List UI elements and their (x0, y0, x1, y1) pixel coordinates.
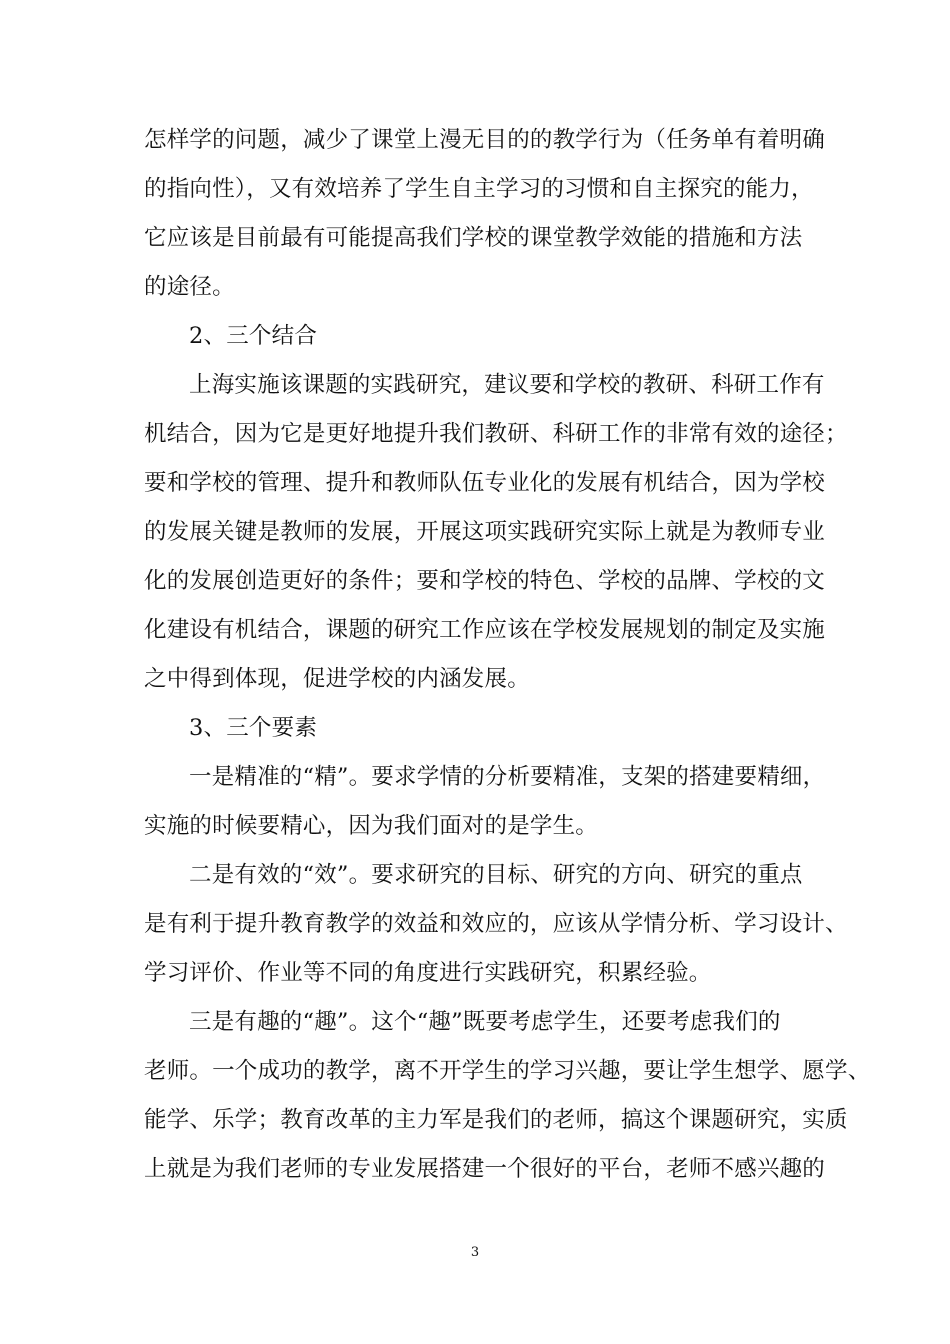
document-body (144, 116, 871, 1194)
text-line: 二是有效的“效”。要求研究的目标、研究的方向、研究的重点 (189, 862, 803, 888)
text-line: 化的发展创造更好的条件；要和学校的特色、学校的品牌、学校的文 (144, 568, 826, 594)
text-line: 上就是为我们老师的专业发展搭建一个很好的平台，老师不感兴趣的 (144, 1156, 826, 1182)
section-heading-three-combinations: 2、三个结合 (189, 323, 318, 349)
text-line: 三是有趣的“趣”。这个“趣”既要考虑学生，还要考虑我们的 (189, 1009, 781, 1035)
text-line: 化建设有机结合，课题的研究工作应该在学校发展规划的制定及实施 (144, 617, 826, 643)
text-line: 怎样学的问题，减少了课堂上漫无目的的教学行为（任务单有着明确 (144, 127, 826, 153)
text-line: 是有利于提升教育教学的效益和效应的，应该从学情分析、学习设计、 (144, 911, 848, 937)
text-line: 它应该是目前最有可能提高我们学校的课堂教学效能的措施和方法 (144, 225, 803, 251)
text-line: 一是精准的“精”。要求学情的分析要精准，支架的搭建要精细， (189, 764, 826, 790)
text-line: 要和学校的管理、提升和教师队伍专业化的发展有机结合，因为学校 (144, 470, 826, 496)
text-line: 学习评价、作业等不同的角度进行实践研究，积累经验。 (144, 960, 712, 986)
text-line: 的发展关键是教师的发展，开展这项实践研究实际上就是为教师专业 (144, 519, 826, 545)
text-line: 老师。一个成功的教学，离不开学生的学习兴趣，要让学生想学、愿学、 (144, 1058, 871, 1084)
text-line: 的途径。 (144, 274, 235, 300)
text-line: 机结合，因为它是更好地提升我们教研、科研工作的非常有效的途径； (144, 421, 848, 447)
section-heading-three-elements: 3、三个要素 (189, 715, 318, 741)
page-number: 3 (470, 1245, 480, 1260)
text-line: 能学、乐学；教育改革的主力军是我们的老师，搞这个课题研究，实质 (144, 1107, 848, 1133)
text-line: 实施的时候要精心，因为我们面对的是学生。 (144, 813, 599, 839)
text-line: 的指向性），又有效培养了学生自主学习的习惯和自主探究的能力， (144, 176, 814, 202)
text-line: 上海实施该课题的实践研究，建议要和学校的教研、科研工作有 (189, 372, 825, 398)
text-line: 之中得到体现，促进学校的内涵发展。 (144, 666, 530, 692)
